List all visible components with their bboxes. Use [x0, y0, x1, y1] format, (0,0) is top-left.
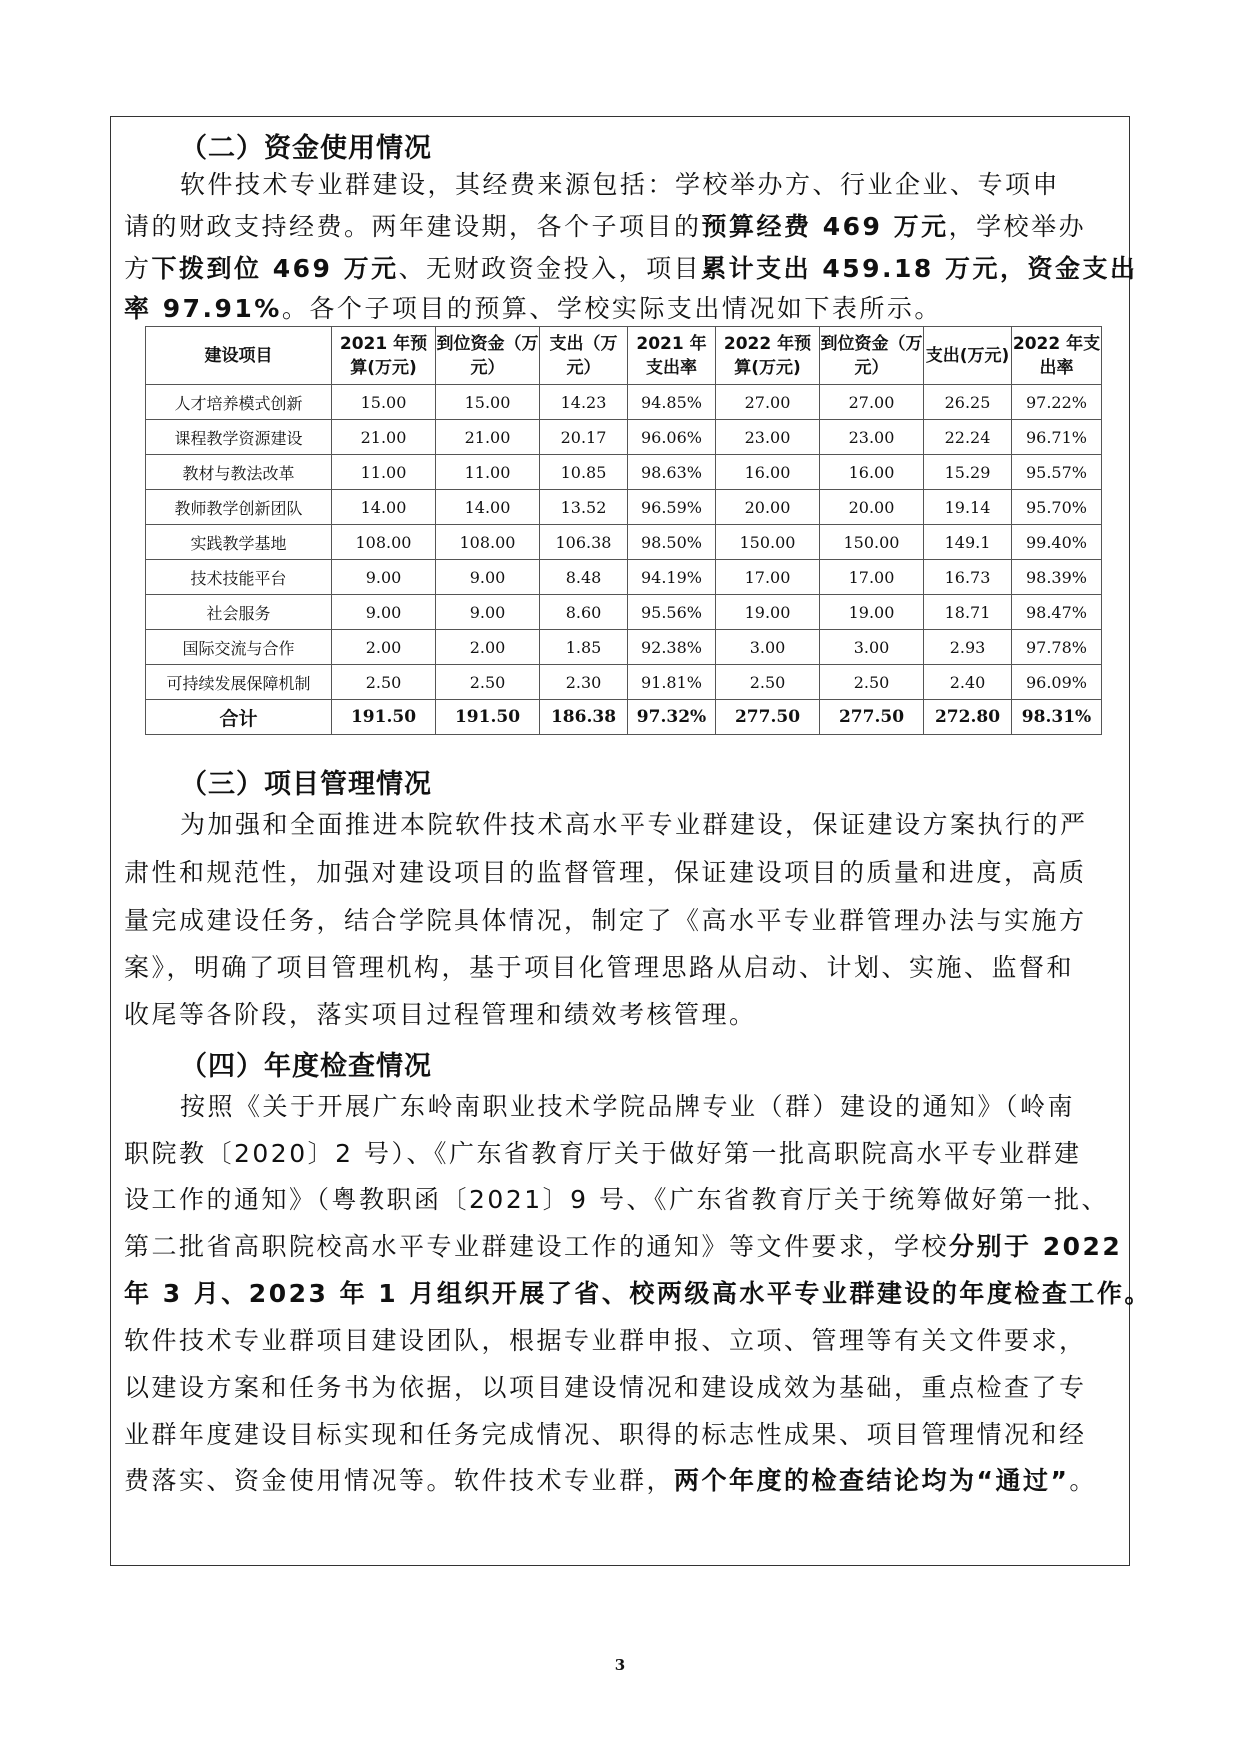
table-cell: 96.09%: [1012, 665, 1102, 700]
table-cell: 19.00: [820, 595, 924, 630]
table-cell: 9.00: [332, 595, 436, 630]
table-cell: 20.00: [820, 490, 924, 525]
section4-line-8: 业群年度建设目标实现和任务完成情况、职得的标志性成果、项目管理情况和经: [124, 1420, 1087, 1449]
table-cell: 21.00: [436, 420, 540, 455]
table-cell: 15.00: [332, 385, 436, 420]
section2-heading: （二）资金使用情况: [180, 133, 432, 164]
section3-line-5: 收尾等各阶段，落实项目过程管理和绩效考核管理。: [124, 1000, 757, 1029]
section4-line-2: 职院教〔2020〕2 号）、《广东省教育厅关于做好第一批高职院高水平专业群建: [124, 1139, 1082, 1168]
col-header: 建设项目: [146, 327, 332, 385]
table-cell: 13.52: [540, 490, 628, 525]
table-cell: 19.00: [716, 595, 820, 630]
section4-line-1: 按照《关于开展广东岭南职业技术学院品牌专业（群）建设的通知》（岭南: [180, 1092, 1076, 1121]
table-cell: 150.00: [820, 525, 924, 560]
table-cell: 150.00: [716, 525, 820, 560]
table-total-row: [146, 700, 1102, 735]
table-cell: 8.60: [540, 595, 628, 630]
col-header: 2022 年支出率: [1012, 327, 1102, 385]
table-cell: 2.50: [332, 665, 436, 700]
section3-line-2: 肃性和规范性，加强对建设项目的监督管理，保证建设项目的质量和进度，高质: [124, 858, 1087, 887]
table-cell: 27.00: [820, 385, 924, 420]
table-cell: 92.38%: [628, 630, 716, 665]
table-cell: 91.81%: [628, 665, 716, 700]
col-header: 2021 年预算(万元): [332, 327, 436, 385]
table-row: [146, 385, 1102, 420]
table-cell: 97.78%: [1012, 630, 1102, 665]
table-row: [146, 665, 1102, 700]
table-cell: 98.39%: [1012, 560, 1102, 595]
table-cell: 191.50: [436, 700, 540, 735]
table-cell: 9.00: [436, 595, 540, 630]
table-cell: 96.06%: [628, 420, 716, 455]
table-cell: 技术技能平台: [146, 560, 332, 595]
table-cell: 15.29: [924, 455, 1012, 490]
col-header: 到位资金（万元）: [436, 327, 540, 385]
table-cell: 国际交流与合作: [146, 630, 332, 665]
section4-line-4: 第二批省高职院校高水平专业群建设工作的通知》等文件要求，学校分别于 2022: [124, 1232, 1123, 1261]
section3-heading: （三）项目管理情况: [180, 769, 432, 800]
table-cell: 27.00: [716, 385, 820, 420]
table-cell: 2.30: [540, 665, 628, 700]
table-cell: 23.00: [820, 420, 924, 455]
table-cell: 14.23: [540, 385, 628, 420]
table-cell: 1.85: [540, 630, 628, 665]
table-header-row: [146, 327, 1102, 385]
col-header: 到位资金（万元）: [820, 327, 924, 385]
table-cell: 20.00: [716, 490, 820, 525]
table-cell: 26.25: [924, 385, 1012, 420]
table-cell: 108.00: [332, 525, 436, 560]
table-cell: 11.00: [436, 455, 540, 490]
table-cell: 277.50: [716, 700, 820, 735]
table-cell: 2.50: [820, 665, 924, 700]
table-cell: 17.00: [820, 560, 924, 595]
table-cell: 课程教学资源建设: [146, 420, 332, 455]
table-cell: 14.00: [332, 490, 436, 525]
section2-line-2: 请的财政支持经费。两年建设期，各个子项目的预算经费 469 万元，学校举办: [124, 212, 1087, 241]
section2-line-4: 率 97.91%。各个子项目的预算、学校实际支出情况如下表所示。: [124, 294, 942, 323]
table-cell: 20.17: [540, 420, 628, 455]
table-cell: 23.00: [716, 420, 820, 455]
table-row: [146, 455, 1102, 490]
table-cell: 96.59%: [628, 490, 716, 525]
table-row: [146, 420, 1102, 455]
table-cell: 98.31%: [1012, 700, 1102, 735]
section2-line-1: 软件技术专业群建设，其经费来源包括：学校举办方、行业企业、专项申: [180, 170, 1061, 199]
table-cell: 97.32%: [628, 700, 716, 735]
table-cell: 2.93: [924, 630, 1012, 665]
section4-line-7: 以建设方案和任务书为依据，以项目建设情况和建设成效为基础，重点检查了专: [124, 1373, 1087, 1402]
table-cell: 149.1: [924, 525, 1012, 560]
table-cell: 14.00: [436, 490, 540, 525]
table-cell: 98.50%: [628, 525, 716, 560]
table-cell: 16.00: [820, 455, 924, 490]
table-row: [146, 630, 1102, 665]
table-cell: 18.71: [924, 595, 1012, 630]
table-cell: 277.50: [820, 700, 924, 735]
col-header: 支出（万元）: [540, 327, 628, 385]
table-cell: 9.00: [332, 560, 436, 595]
table-cell: 17.00: [716, 560, 820, 595]
table-cell: 10.85: [540, 455, 628, 490]
table-row: [146, 595, 1102, 630]
section2-line-3: 方下拨到位 469 万元、无财政资金投入，项目累计支出 459.18 万元，资金支出: [124, 254, 1138, 283]
table-cell: 2.50: [716, 665, 820, 700]
table-cell: 16.00: [716, 455, 820, 490]
table-cell: 22.24: [924, 420, 1012, 455]
table-cell: 191.50: [332, 700, 436, 735]
table-cell: 97.22%: [1012, 385, 1102, 420]
table-cell: 186.38: [540, 700, 628, 735]
table-cell: 人才培养模式创新: [146, 385, 332, 420]
table-cell: 108.00: [436, 525, 540, 560]
table-cell: 99.40%: [1012, 525, 1102, 560]
table-row: [146, 560, 1102, 595]
table-cell: 3.00: [716, 630, 820, 665]
table-cell: 2.00: [436, 630, 540, 665]
col-header: 2021 年支出率: [628, 327, 716, 385]
funding-table: [145, 326, 1102, 735]
table-cell: 合计: [146, 700, 332, 735]
table-cell: 8.48: [540, 560, 628, 595]
table-cell: 95.57%: [1012, 455, 1102, 490]
table-cell: 教材与教法改革: [146, 455, 332, 490]
table-cell: 95.56%: [628, 595, 716, 630]
table-cell: 社会服务: [146, 595, 332, 630]
section4-line-3: 设工作的通知》（粤教职函〔2021〕9 号、《广东省教育厅关于统筹做好第一批、: [124, 1185, 1109, 1214]
table-cell: 94.85%: [628, 385, 716, 420]
table-cell: 98.63%: [628, 455, 716, 490]
section4-line-6: 软件技术专业群项目建设团队，根据专业群申报、立项、管理等有关文件要求，: [124, 1326, 1087, 1355]
col-header: 支出(万元): [924, 327, 1012, 385]
table-cell: 可持续发展保障机制: [146, 665, 332, 700]
table-cell: 95.70%: [1012, 490, 1102, 525]
table-cell: 11.00: [332, 455, 436, 490]
table-cell: 15.00: [436, 385, 540, 420]
section4-heading: （四）年度检查情况: [180, 1051, 432, 1082]
section3-line-1: 为加强和全面推进本院软件技术高水平专业群建设，保证建设方案执行的严: [180, 810, 1088, 839]
table-cell: 3.00: [820, 630, 924, 665]
table-cell: 106.38: [540, 525, 628, 560]
col-header: 2022 年预算(万元): [716, 327, 820, 385]
table-cell: 2.00: [332, 630, 436, 665]
table-cell: 94.19%: [628, 560, 716, 595]
section4-line-5: 年 3 月、2023 年 1 月组织开展了省、校两级高水平专业群建设的年度检查工作。: [124, 1279, 1152, 1308]
table-cell: 教师教学创新团队: [146, 490, 332, 525]
table-cell: 2.50: [436, 665, 540, 700]
page-number: 3: [614, 1656, 626, 1674]
table-cell: 16.73: [924, 560, 1012, 595]
section3-line-3: 量完成建设任务，结合学院具体情况，制定了《高水平专业群管理办法与实施方: [124, 906, 1087, 935]
section3-line-4: 案》，明确了项目管理机构，基于项目化管理思路从启动、计划、实施、监督和: [124, 953, 1075, 982]
table-cell: 实践教学基地: [146, 525, 332, 560]
table-cell: 98.47%: [1012, 595, 1102, 630]
table-cell: 21.00: [332, 420, 436, 455]
table-cell: 96.71%: [1012, 420, 1102, 455]
table-cell: 272.80: [924, 700, 1012, 735]
table-row: [146, 525, 1102, 560]
table-cell: 19.14: [924, 490, 1012, 525]
table-cell: 2.40: [924, 665, 1012, 700]
table-cell: 9.00: [436, 560, 540, 595]
section4-line-9: 费落实、资金使用情况等。软件技术专业群，两个年度的检查结论均为“通过”。: [124, 1466, 1097, 1495]
table-row: [146, 490, 1102, 525]
